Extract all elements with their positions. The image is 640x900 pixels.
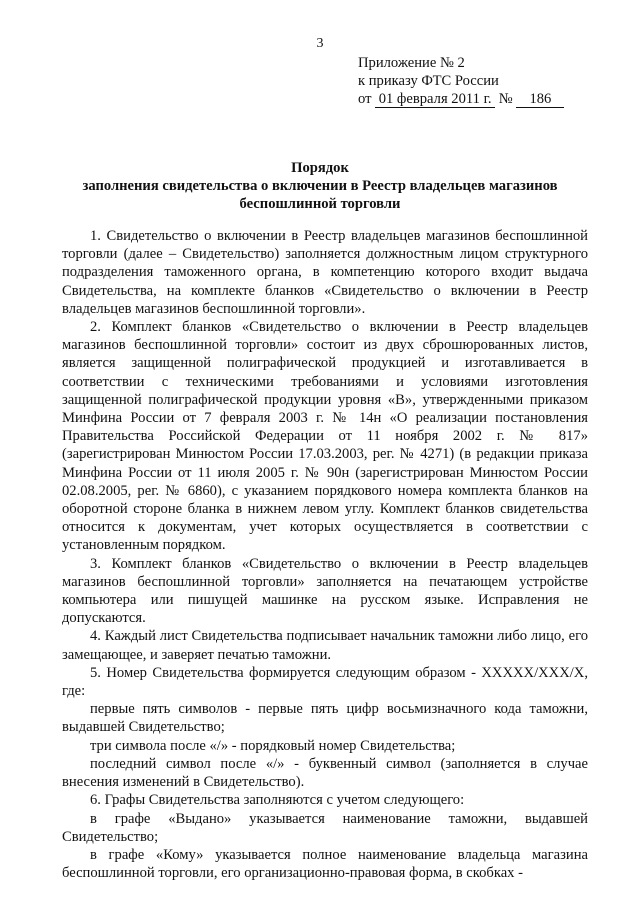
header-date-prefix: от — [358, 91, 372, 107]
paragraph-4: 4. Каждый лист Свидетельства подписывает начальник таможни либо лицо, его замещающее, и заверяет печатью таможни. — [62, 628, 588, 663]
title-line-1: Порядок — [291, 160, 349, 176]
header-number-label: № — [498, 91, 513, 107]
header-date-number — [358, 90, 598, 108]
paragraph-6-item-1: в графе «Выдано» указывается наименование таможни, выдавшей Свидетельство; — [62, 810, 588, 845]
document-body — [62, 227, 588, 882]
paragraph-5-item-3: последний символ после «/» - буквенный символ (заполняется в случае внесения изменений в Свидетельство). — [62, 755, 588, 791]
paragraph-5: 5. Номер Свидетельства формируется следующим образом - XXXXX/XXX/X, где: — [62, 664, 588, 700]
header-number: 186 — [516, 92, 564, 108]
paragraph-1: 1. Свидетельство о включении в Реестр владельцев магазинов беспошлинной торговли (далее – Свидетельство) заполняется должностным лицом структурного подразделения таможенного органа, в компетенцию которого входит выдача Свидетельства, на комплекте бланков «Свидетельство о включении в Реестр владельцев магазинов беспошлинной торговли». — [62, 228, 588, 317]
paragraph-5-item-1: первые пять символов - первые пять цифр восьмизначного кода таможни, выдавшей Свидетельство; — [62, 701, 588, 736]
document-title — [0, 159, 640, 213]
paragraph-6-item-2: в графе «Кому» указывается полное наименование владельца магазина беспошлинной торговли, его организационно-правовая форма, в скобках - — [62, 846, 588, 882]
paragraph-3: 3. Комплект бланков «Свидетельство о включении в Реестр владельцев магазинов беспошлинной торговли» заполняется на печатающем устройстве компьютера или пишущей машинке на русском языке. Исправления не допускаются. — [62, 555, 588, 627]
paragraph-6: 6. Графы Свидетельства заполняются с учетом следующего: — [90, 792, 465, 809]
document-header — [358, 54, 598, 108]
header-date: 01 февраля 2011 г. — [375, 92, 495, 108]
header-order: к приказу ФТС России — [358, 73, 499, 89]
title-line-2: заполнения свидетельства о включении в Реестр владельцев магазинов — [82, 178, 558, 194]
title-line-3: беспошлинной торговли — [239, 196, 401, 212]
header-appendix: Приложение № 2 — [358, 55, 465, 71]
paragraph-2: 2. Комплект бланков «Свидетельство о включении в Реестр владельцев магазинов беспошлинной торговли» состоит из двух сброшюрованных листов, является защищенной полиграфической продукцией и изготавливается в соответствии с техническими требованиями и условиями изготовления защищенной полиграфической продукции уровня «В», утвержденными приказом Минфина России от 7 февраля 2003 г. № 14н «О реализации постановления Правительства Российской Федерации от 11 ноября 2002 г. № 817» (зарегистрирован Минюстом России 17.03.2003, рег. № 4271) (в редакции приказа Минфина России от 11 июля 2005 г. № 90н (зарегистрирован Минюстом России 02.08.2005, рег. № 6860), с указанием порядкового номера комплекта бланков на оборотной стороне бланка в нижнем левом углу. Комплект бланков свидетельства относится к документам, учет которых осуществляется в соответствии с установленным порядком. — [62, 319, 588, 554]
page-number: 3 — [316, 36, 324, 51]
paragraph-5-item-2: три символа после «/» - порядковый номер Свидетельства; — [90, 737, 456, 754]
